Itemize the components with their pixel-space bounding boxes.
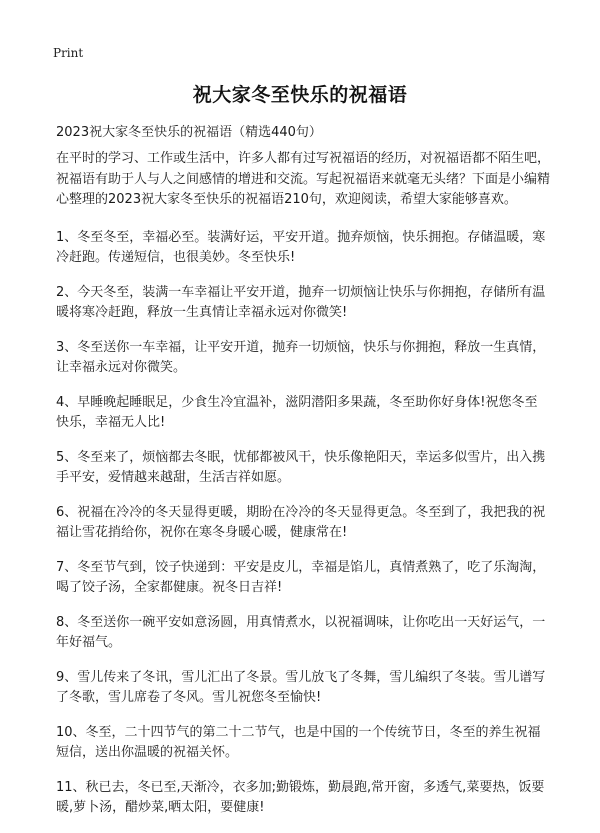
article-subtitle: 2023祝大家冬至快乐的祝福语（精选440句） [56, 125, 322, 140]
blessing-item-7: 7、冬至节气到，饺子快递到：平安是皮儿，幸福是馅儿，真情煮熟了，吃了乐淘淘，喝了饺子汤，全家都健康。祝冬日吉祥! [56, 559, 546, 595]
blessing-item-11: 11、秋已去，冬已至,天渐冷，衣多加;勤锻炼，勤晨跑,常开窗，多透气,菜要热，饭要暖,萝卜汤，醋炒菜,晒太阳，要健康! [56, 779, 545, 815]
blessing-item-1: 1、冬至冬至，幸福必至。装满好运，平安开道。抛弃烦恼，快乐拥抱。存储温暖，寒冷赶跑。传递短信，也很美妙。冬至快乐! [56, 229, 546, 265]
blessing-item-4: 4、早睡晚起睡眠足，少食生冷宜温补，滋阴潜阳多果蔬，冬至助你好身体!祝您冬至快乐，幸福无人比! [56, 394, 538, 430]
blessing-item-5: 5、冬至来了，烦恼都去冬眠，忧郁都被风干，快乐像艳阳天，幸运多似雪片，出入携手平安，爱情越来越甜，生活吉祥如愿。 [56, 449, 546, 485]
blessing-item-9: 9、雪儿传来了冬讯，雪儿汇出了冬景。雪儿放飞了冬舞，雪儿编织了冬装。雪儿谱写了冬歌，雪儿席卷了冬风。雪儿祝您冬至愉快! [56, 669, 546, 705]
print-link[interactable]: Print [53, 46, 84, 60]
blessing-item-3: 3、冬至送你一车幸福，让平安开道，抛弃一切烦恼，快乐与你拥抱，释放一生真情，让幸福永远对你微笑。 [56, 339, 546, 375]
blessing-item-10: 10、冬至，二十四节气的第二十二节气，也是中国的一个传统节日，冬至的养生祝福短信，送出你温暖的祝福关怀。 [56, 724, 541, 760]
article-body [56, 149, 550, 833]
blessing-item-8: 8、冬至送你一碗平安如意汤圆，用真情煮水，以祝福调味，让你吃出一天好运气，一年好福气。 [56, 614, 546, 650]
blessing-item-2: 2、今天冬至，装满一车幸福让平安开道，抛弃一切烦恼让快乐与你拥抱，存储所有温暖将寒冷赶跑，释放一生真情让幸福永远对你微笑! [56, 284, 546, 320]
intro-paragraph: 在平时的学习、工作或生活中，许多人都有过写祝福语的经历，对祝福语都不陌生吧，祝福语有助于人与人之间感情的增进和交流。写起祝福语来就毫无头绪？下面是小编精心整理的2023祝大家冬至快乐的祝福语210句，欢迎阅读，希望大家能够喜欢。 [56, 151, 551, 207]
page-title: 祝大家冬至快乐的祝福语 [192, 84, 408, 106]
blessing-item-6: 6、祝福在冷冷的冬天显得更暖，期盼在冷冷的冬天显得更急。冬至到了，我把我的祝福让雪花捎给你，祝你在寒冬身暖心暖，健康常在! [56, 504, 546, 540]
